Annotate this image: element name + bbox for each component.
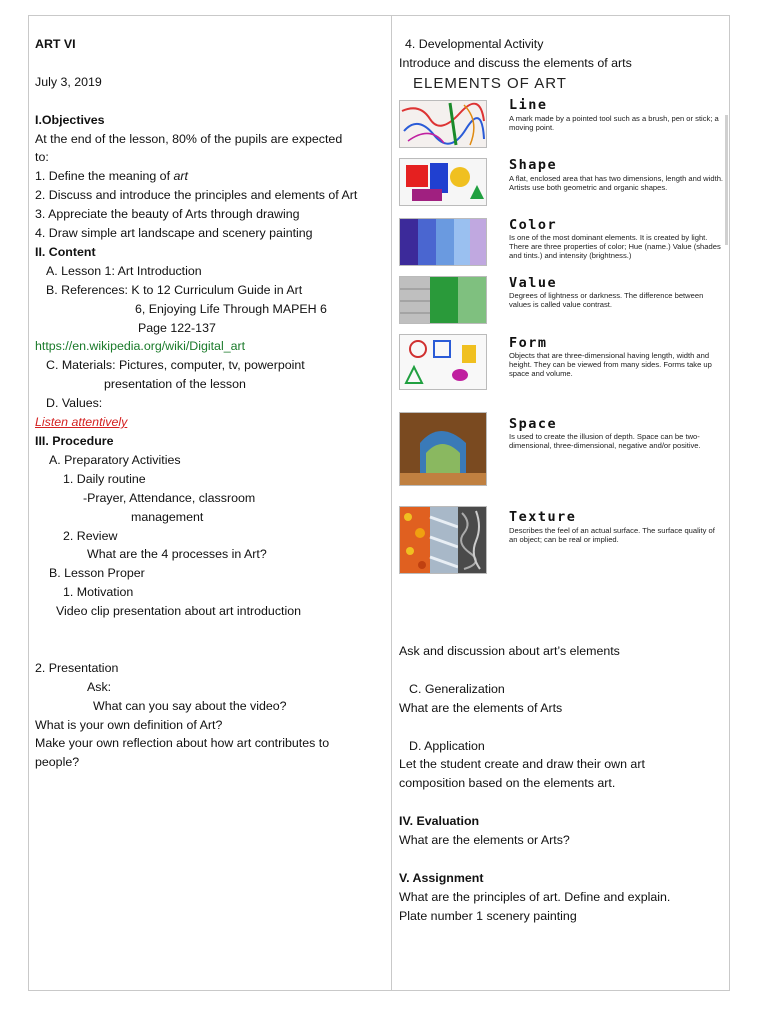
spacer <box>399 718 724 737</box>
element-shape <box>399 158 724 216</box>
daily-routine-detail: -Prayer, Attendance, classroom <box>83 490 256 505</box>
texture-thumbnail <box>399 506 487 574</box>
shape-thumbnail <box>399 158 487 206</box>
ask-question-2: What is your own definition of Art? <box>35 717 223 732</box>
daily-routine: 1. Daily routine <box>63 471 146 486</box>
spacer <box>35 621 385 640</box>
assignment-text-cont: Plate number 1 scenery painting <box>399 908 577 923</box>
column-divider <box>391 15 392 991</box>
right-column <box>399 35 724 923</box>
right-column-lower <box>399 642 724 926</box>
element-texture <box>399 506 724 576</box>
motivation-text: Video clip presentation about art introduction <box>56 604 301 619</box>
assignment-heading: V. Assignment <box>399 870 484 885</box>
elements-title: ELEMENTS OF ART <box>413 74 567 92</box>
element-line-desc: A mark made by a pointed tool such as a brush, pen or stick; a moving point. <box>509 113 719 132</box>
spacer <box>35 640 385 659</box>
objectives-heading: I.Objectives <box>35 112 105 127</box>
ask-label: Ask: <box>87 679 112 694</box>
lesson-date: July 3, 2019 <box>35 74 102 89</box>
space-thumbnail <box>399 412 487 486</box>
generalization: C. Generalization <box>409 681 505 696</box>
assignment-text: What are the principles of art. Define and explain. <box>399 889 671 904</box>
evaluation-heading: IV. Evaluation <box>399 814 480 829</box>
ask-question-3-cont: people? <box>35 755 80 770</box>
wikipedia-link[interactable]: https://en.wikipedia.org/wiki/Digital_art <box>35 339 246 354</box>
references-line-3: Page 122-137 <box>138 320 216 335</box>
daily-routine-detail-cont: management <box>131 509 204 524</box>
element-value <box>399 276 724 332</box>
values-label: D. Values: <box>46 396 103 411</box>
content-heading: II. Content <box>35 244 96 259</box>
element-texture-name: Texture <box>509 508 577 525</box>
motivation: 1. Motivation <box>63 585 134 600</box>
references-line-1: B. References: K to 12 Curriculum Guide in Art <box>46 282 303 297</box>
element-form-desc: Objects that are three-dimensional having length, width and height. They can be viewed from many sides. Forms take up space and volume. <box>509 350 712 378</box>
element-value-name: Value <box>509 274 558 291</box>
application-text: Let the student create and draw their own art <box>399 757 645 772</box>
spacer <box>399 850 724 869</box>
color-thumbnail <box>399 218 487 266</box>
value-thumbnail <box>399 276 487 324</box>
form-thumbnail <box>399 334 487 390</box>
values-text: Listen attentively <box>35 415 128 430</box>
element-space <box>399 410 724 506</box>
lesson-1: A. Lesson 1: Art Introduction <box>46 263 202 278</box>
element-line-name: Line <box>509 96 548 113</box>
developmental-activity: 4. Developmental Activity <box>405 37 544 51</box>
procedure-heading: III. Procedure <box>35 434 114 448</box>
element-color <box>399 216 724 276</box>
preparatory-activities: A. Preparatory Activities <box>49 452 181 467</box>
line-thumbnail <box>399 100 487 148</box>
presentation: 2. Presentation <box>35 660 119 675</box>
evaluation-question: What are the elements or Arts? <box>399 833 570 848</box>
left-column <box>35 35 385 772</box>
materials-line-1: C. Materials: Pictures, computer, tv, powerpoint <box>46 358 305 373</box>
review: 2. Review <box>63 528 118 543</box>
developmental-intro: Introduce and discuss the elements of arts <box>399 55 632 70</box>
spacer <box>399 661 724 680</box>
elements-of-art-figure <box>399 75 724 576</box>
objectives-intro-cont: to: <box>35 150 49 165</box>
spacer <box>399 793 724 812</box>
generalization-question: What are the elements of Arts <box>399 700 563 715</box>
element-shape-name: Shape <box>509 156 558 173</box>
subject-title: ART VI <box>35 37 76 51</box>
objective-1-text: 1. Define the meaning of <box>35 169 174 184</box>
element-space-desc: Is used to create the illusion of depth. Space can be two-dimensional, three-dimensional, negative and/or positive. <box>509 431 701 450</box>
materials-line-2: presentation of the lesson <box>104 377 246 392</box>
review-question: What are the 4 processes in Art? <box>87 547 267 562</box>
element-space-name: Space <box>509 415 558 432</box>
objective-1-word: art <box>173 169 188 184</box>
element-form <box>399 332 724 410</box>
element-texture-desc: Describes the feel of an actual surface. The surface quality of an object; can be real or implied. <box>509 525 715 544</box>
references-line-2: 6, Enjoying Life Through MAPEH 6 <box>135 301 327 316</box>
element-value-desc: Degrees of lightness or darkness. The difference between values is called value contrast. <box>509 290 704 309</box>
element-color-name: Color <box>509 216 558 233</box>
figure-edge <box>725 115 728 245</box>
lesson-proper: B. Lesson Proper <box>49 566 145 581</box>
element-line <box>399 96 724 158</box>
objective-4: 4. Draw simple art landscape and scenery painting <box>35 226 313 241</box>
ask-question-1: What can you say about the video? <box>93 698 287 713</box>
ask-question-3: Make your own reflection about how art contributes to <box>35 736 330 751</box>
objectives-intro: At the end of the lesson, 80% of the pupils are expected <box>35 131 343 146</box>
spacer <box>35 54 385 73</box>
application: D. Application <box>409 738 485 753</box>
element-color-desc: Is one of the most dominant elements. It is created by light. There are three properties of color; Hue (name.) Value (shades and tints.) and intensity (brightness.) <box>509 232 721 260</box>
application-text-cont: composition based on the elements art. <box>399 776 616 791</box>
spacer <box>35 92 385 111</box>
ask-discussion: Ask and discussion about art’s elements <box>399 644 620 658</box>
objective-1 <box>35 167 385 186</box>
objective-2: 2. Discuss and introduce the principles and elements of Art <box>35 188 358 203</box>
objective-3: 3. Appreciate the beauty of Arts through drawing <box>35 207 300 222</box>
element-shape-desc: A flat, enclosed area that has two dimensions, length and width. Artists use both geometric and organic shapes. <box>509 173 724 192</box>
element-form-name: Form <box>509 334 548 351</box>
